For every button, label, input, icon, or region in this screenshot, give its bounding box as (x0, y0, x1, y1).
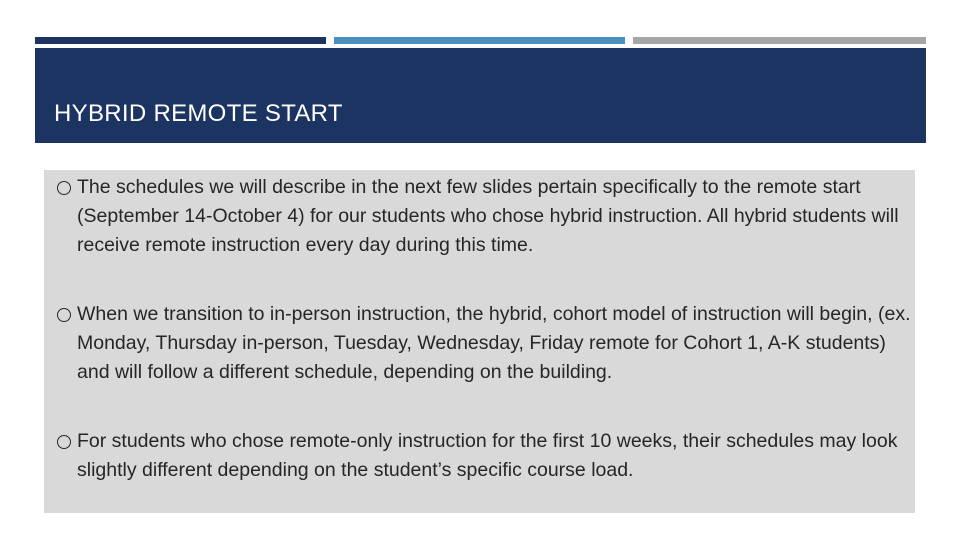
bullet-text: The schedules we will describe in the next few slides pertain specifically to the remote start (September 14-October 4) for our students who chose hybrid instruction. All hybrid students will receive remote instruction every day during this time. (77, 176, 899, 256)
accent-bar-gray (633, 37, 926, 44)
bullet-item (57, 427, 911, 485)
bullet-item (57, 300, 911, 387)
slide-title: HYBRID REMOTE START (54, 100, 343, 127)
bullet-item (57, 173, 911, 260)
circle-bullet-icon (57, 435, 71, 449)
circle-bullet-icon (57, 308, 71, 322)
title-band (35, 48, 926, 143)
content-box (44, 170, 915, 513)
accent-bar-blue (334, 37, 625, 44)
bullet-text: For students who chose remote-only instruction for the first 10 weeks, their schedules may look slightly different depending on the student’s specific course load. (77, 430, 898, 481)
bullet-text: When we transition to in-person instruction, the hybrid, cohort model of instruction will begin, (ex. Monday, Thursday in-person, Tuesday, Wednesday, Friday remote for Cohort 1, A-K students) and will follow a different schedule, depending on the building. (77, 303, 911, 383)
accent-bar-navy (35, 37, 326, 44)
circle-bullet-icon (57, 181, 71, 195)
